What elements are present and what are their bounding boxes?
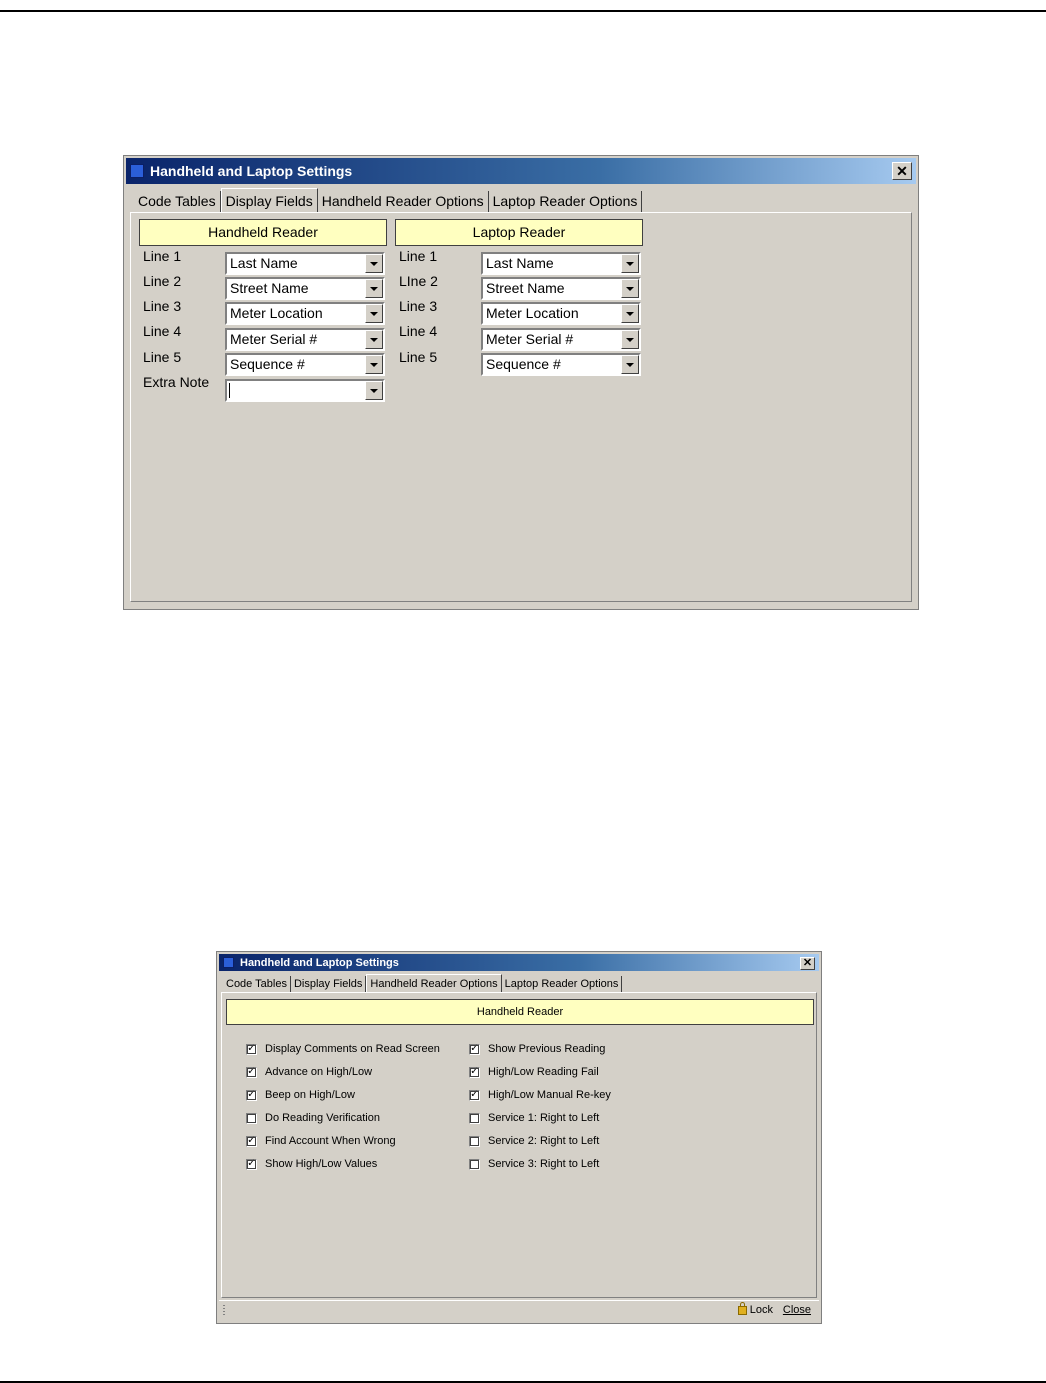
chevron-down-icon[interactable]: [365, 254, 383, 273]
handheld-extra-note-select[interactable]: [225, 379, 385, 402]
laptop-line4-value: Meter Serial #: [486, 331, 574, 347]
handheld-line5-label: Line 5: [143, 349, 182, 365]
handheld-line2-label: Line 2: [143, 273, 182, 289]
page-top-rule: [0, 10, 1046, 12]
option-label: Display Comments on Read Screen: [265, 1043, 440, 1055]
window-title: Handheld and Laptop Settings: [150, 163, 353, 179]
handheld-line1-select[interactable]: [225, 252, 385, 275]
checkbox-unchecked[interactable]: [469, 1136, 480, 1147]
handheld-line2-select[interactable]: [225, 277, 385, 300]
grip-icon: [223, 1305, 225, 1317]
app-icon: [130, 164, 144, 178]
close-icon[interactable]: ✕: [800, 957, 815, 970]
option-high-low-reading-fail[interactable]: [469, 1066, 599, 1078]
close-button[interactable]: [783, 1304, 811, 1316]
chevron-down-icon[interactable]: [365, 381, 383, 400]
tab-display-fields[interactable]: Display Fields: [291, 976, 366, 992]
tab-display-fields[interactable]: Display Fields: [221, 188, 318, 212]
handheld-line3-label: Line 3: [143, 298, 182, 314]
tab-code-tables[interactable]: Code Tables: [134, 191, 221, 212]
option-display-comments[interactable]: [246, 1043, 440, 1055]
option-label: Service 1: Right to Left: [488, 1112, 600, 1124]
window-title: Handheld and Laptop Settings: [240, 956, 399, 969]
checkbox-unchecked[interactable]: [469, 1159, 480, 1170]
checkbox-unchecked[interactable]: [246, 1113, 257, 1124]
checkbox-checked[interactable]: ✓: [247, 1089, 256, 1100]
handheld-line4-label: Line 4: [143, 323, 182, 339]
option-label: Service 3: Right to Left: [488, 1158, 600, 1170]
laptop-line5-value: Sequence #: [486, 356, 561, 372]
laptop-line4-select[interactable]: [481, 328, 641, 351]
laptop-line5-select[interactable]: [481, 353, 641, 376]
settings-window-display-fields: [123, 155, 919, 610]
laptop-line4-label: Line 4: [399, 323, 438, 339]
laptop-line2-select[interactable]: [481, 277, 641, 300]
status-bar: [219, 1300, 819, 1321]
checkbox-checked[interactable]: ✓: [247, 1066, 256, 1077]
option-label: High/Low Manual Re-key: [488, 1089, 611, 1101]
lock-icon: [738, 1306, 747, 1315]
chevron-down-icon[interactable]: [621, 254, 639, 273]
tab-panel: [130, 212, 912, 602]
laptop-reader-header: Laptop Reader: [395, 219, 643, 246]
settings-window-handheld-options: [216, 951, 822, 1324]
option-label: High/Low Reading Fail: [488, 1066, 599, 1078]
handheld-line3-value: Meter Location: [230, 305, 323, 321]
checkbox-checked[interactable]: ✓: [247, 1158, 256, 1169]
chevron-down-icon[interactable]: [365, 355, 383, 374]
tab-panel: [221, 992, 817, 1298]
laptop-line2-value: Street Name: [486, 280, 565, 296]
title-bar[interactable]: [219, 954, 819, 971]
option-label: Advance on High/Low: [265, 1066, 373, 1078]
option-label: Beep on High/Low: [265, 1089, 355, 1101]
handheld-line2-value: Street Name: [230, 280, 309, 296]
laptop-line3-label: Line 3: [399, 298, 438, 314]
title-bar[interactable]: [126, 158, 916, 184]
chevron-down-icon[interactable]: [621, 304, 639, 323]
handheld-line3-select[interactable]: [225, 302, 385, 325]
option-find-account[interactable]: [246, 1135, 396, 1147]
option-reading-verification[interactable]: [246, 1112, 380, 1124]
chevron-down-icon[interactable]: [621, 330, 639, 349]
handheld-line4-value: Meter Serial #: [230, 331, 318, 347]
checkbox-checked[interactable]: ✓: [247, 1135, 256, 1146]
laptop-line3-select[interactable]: [481, 302, 641, 325]
laptop-line1-label: Line 1: [399, 248, 438, 264]
app-icon: [223, 957, 234, 968]
tab-laptop-reader-options[interactable]: Laptop Reader Options: [489, 191, 643, 212]
handheld-line5-value: Sequence #: [230, 356, 305, 372]
option-high-low-manual-rekey[interactable]: [469, 1089, 611, 1101]
checkbox-checked[interactable]: ✓: [470, 1066, 479, 1077]
checkbox-checked[interactable]: ✓: [247, 1043, 256, 1054]
chevron-down-icon[interactable]: [365, 279, 383, 298]
option-label: Find Account When Wrong: [265, 1135, 396, 1147]
option-advance-high-low[interactable]: [246, 1066, 372, 1078]
option-service1-rtl[interactable]: [469, 1112, 599, 1124]
tab-handheld-reader-options[interactable]: Handheld Reader Options: [366, 974, 501, 992]
close-icon[interactable]: ✕: [892, 162, 912, 180]
laptop-line1-value: Last Name: [486, 255, 554, 271]
chevron-down-icon[interactable]: [365, 330, 383, 349]
chevron-down-icon[interactable]: [365, 304, 383, 323]
chevron-down-icon[interactable]: [621, 279, 639, 298]
handheld-line1-value: Last Name: [230, 255, 298, 271]
laptop-line5-label: Line 5: [399, 349, 438, 365]
tab-code-tables[interactable]: Code Tables: [223, 976, 291, 992]
option-label: Service 2: Right to Left: [488, 1135, 600, 1147]
option-show-previous-reading[interactable]: [469, 1043, 605, 1055]
lock-button[interactable]: [738, 1304, 773, 1316]
tab-strip: [223, 974, 622, 992]
laptop-line1-select[interactable]: [481, 252, 641, 275]
option-label: Do Reading Verification: [265, 1112, 380, 1124]
option-beep-high-low[interactable]: [246, 1089, 355, 1101]
option-service2-rtl[interactable]: [469, 1135, 599, 1147]
laptop-line2-label: LIne 2: [399, 273, 438, 289]
handheld-line1-label: Line 1: [143, 248, 182, 264]
tab-laptop-reader-options[interactable]: Laptop Reader Options: [502, 976, 623, 992]
lock-label: Lock: [749, 1304, 773, 1316]
handheld-line5-select[interactable]: [225, 353, 385, 376]
handheld-line4-select[interactable]: [225, 328, 385, 351]
tab-handheld-reader-options[interactable]: Handheld Reader Options: [318, 191, 489, 212]
handheld-extra-note-label: Extra Note: [143, 374, 210, 390]
chevron-down-icon[interactable]: [621, 355, 639, 374]
checkbox-checked[interactable]: ✓: [470, 1043, 479, 1054]
laptop-line3-value: Meter Location: [486, 305, 579, 321]
option-label: Show Previous Reading: [488, 1043, 606, 1055]
option-show-high-low-values[interactable]: [246, 1158, 377, 1170]
handheld-reader-header: Handheld Reader: [226, 999, 814, 1025]
close-label: Close: [782, 1304, 811, 1316]
option-service3-rtl[interactable]: [469, 1158, 599, 1170]
text-caret: [229, 383, 230, 398]
tab-strip: [134, 188, 642, 212]
checkbox-checked[interactable]: ✓: [470, 1089, 479, 1100]
handheld-reader-header: Handheld Reader: [139, 219, 387, 246]
checkbox-unchecked[interactable]: [469, 1113, 480, 1124]
option-label: Show High/Low Values: [265, 1158, 378, 1170]
